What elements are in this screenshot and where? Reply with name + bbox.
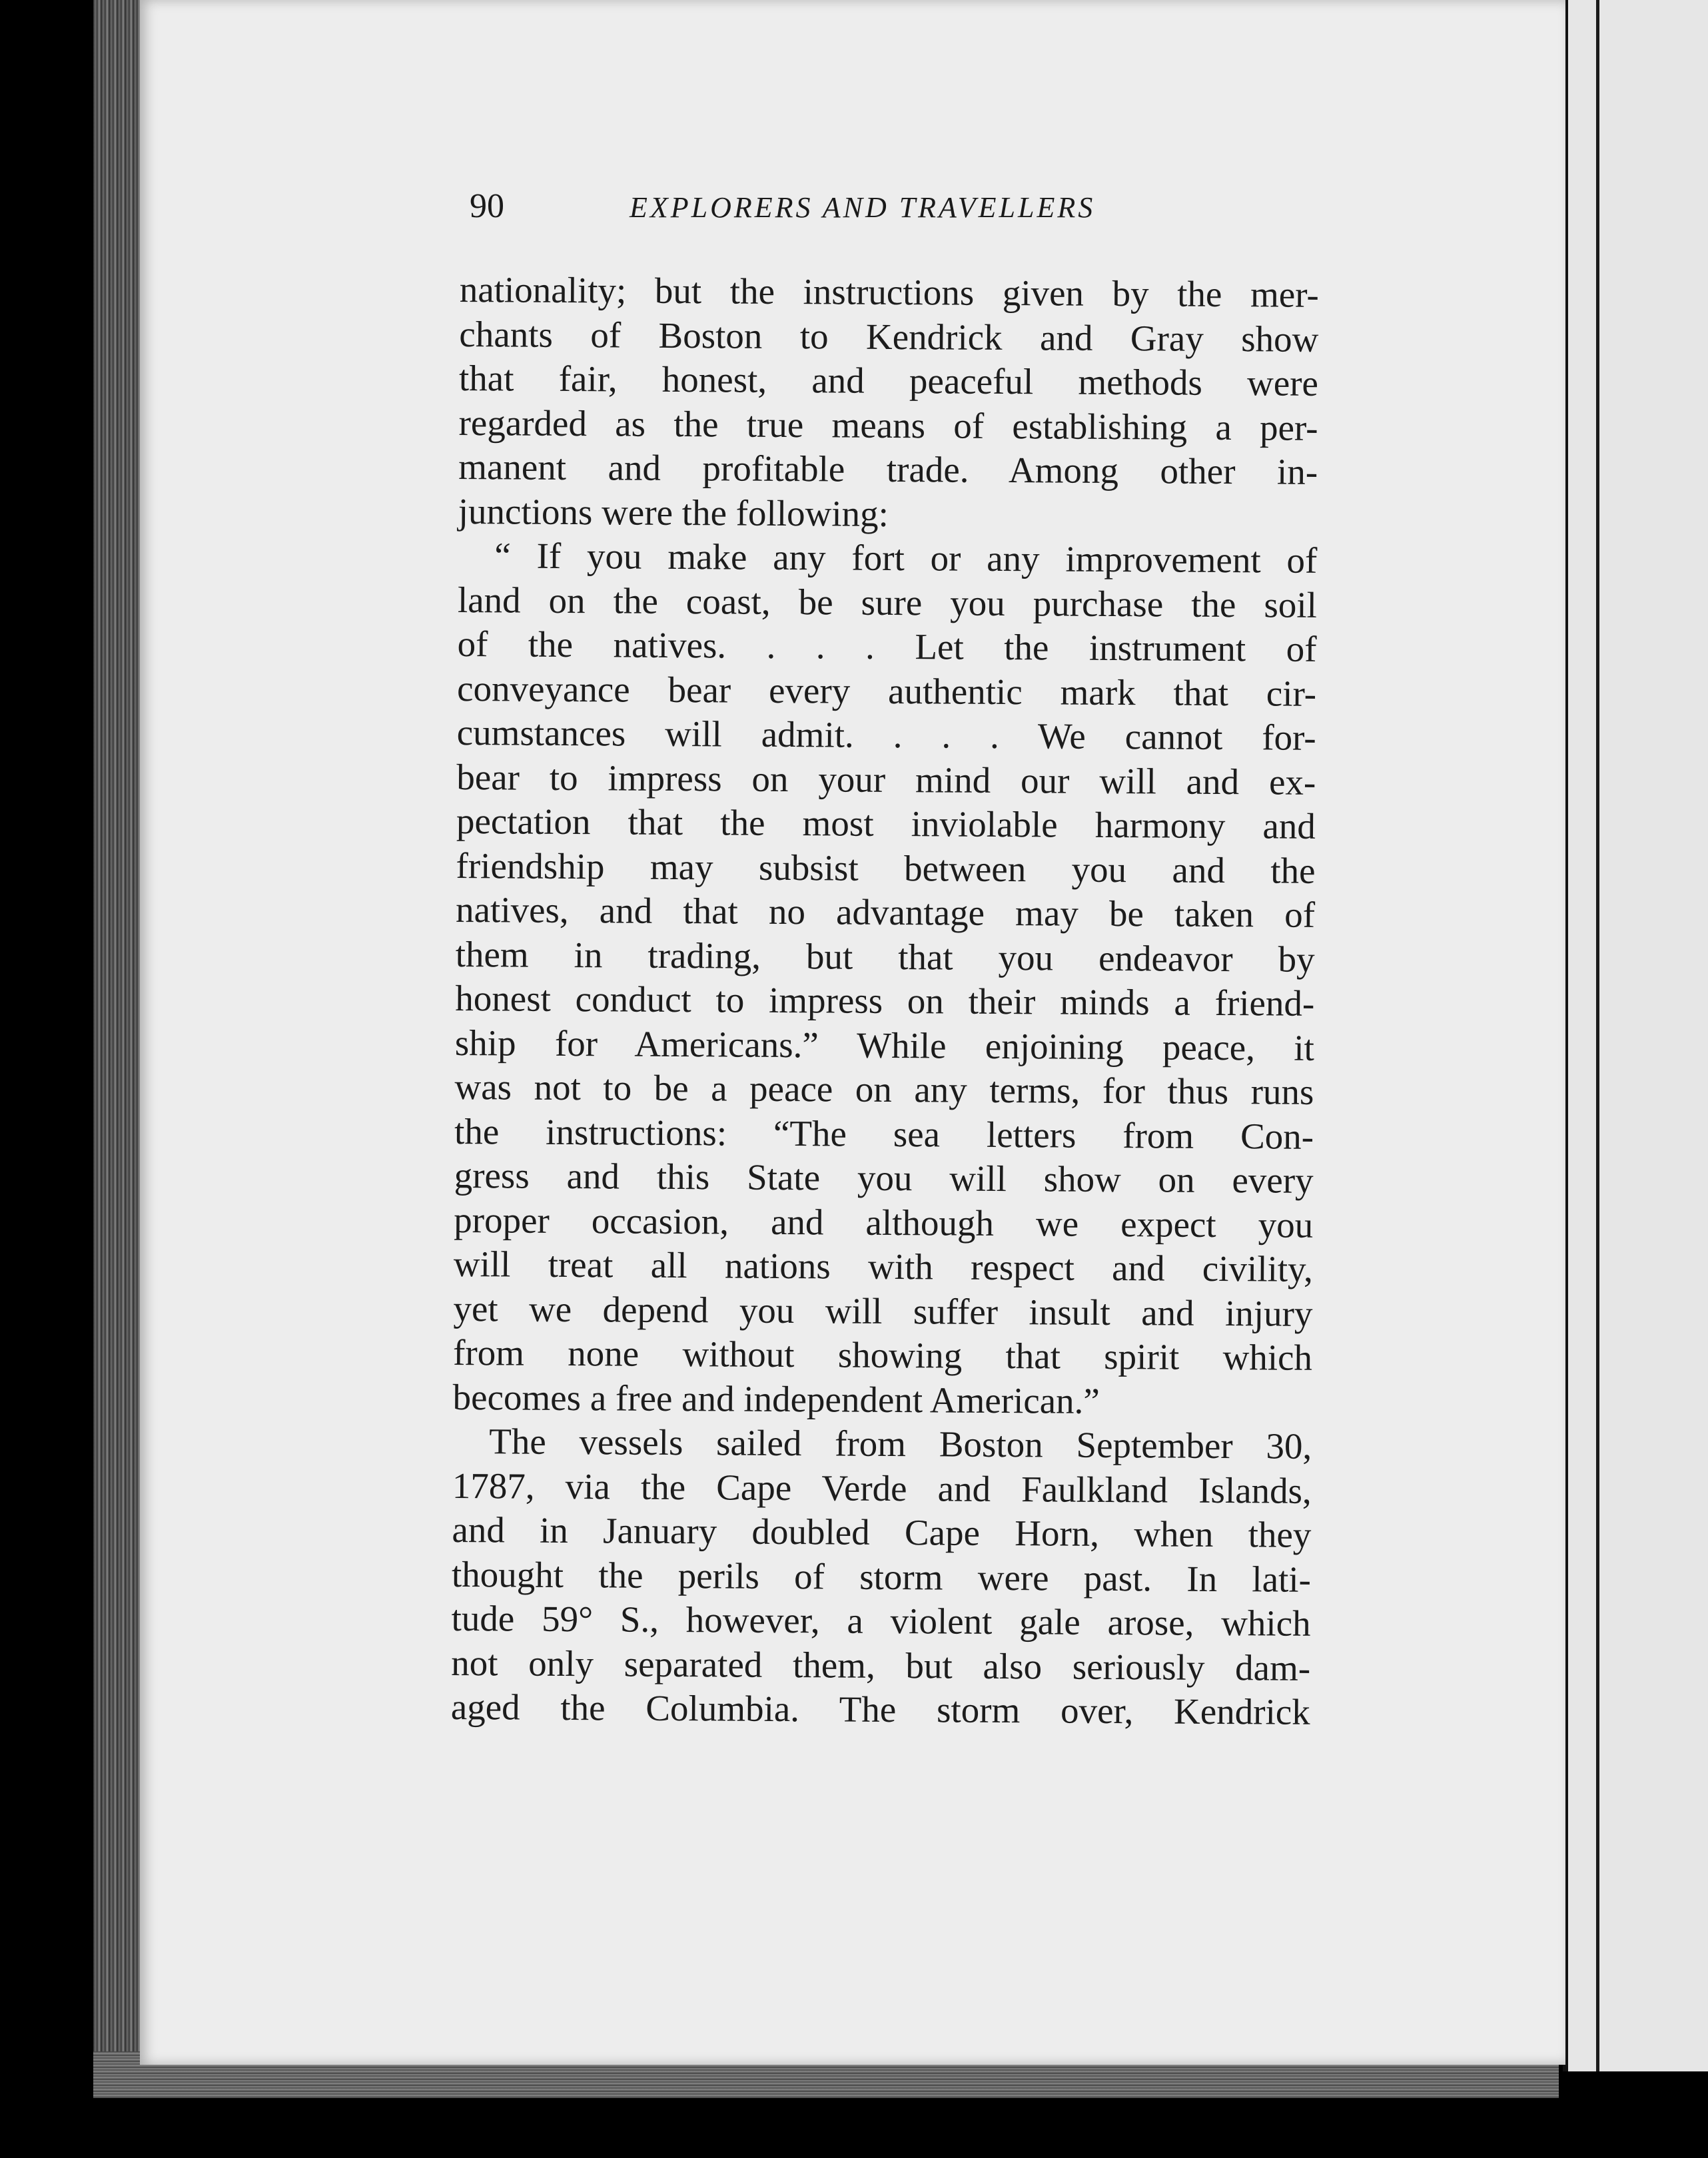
body-text	[451, 268, 1319, 1734]
text-line: yet we depend you will suffer insult and injury	[453, 1287, 1313, 1334]
text-line: that fair, honest, and peaceful methods were	[458, 357, 1319, 404]
text-line: and in January doubled Cape Horn, when they	[452, 1509, 1312, 1555]
text-line: “ If you make any fort or any improvement of	[494, 535, 1318, 581]
text-line: pectation that the most inviolable harmony and	[456, 800, 1316, 847]
text-line: cumstances will admit. . . . We cannot for-	[456, 711, 1316, 758]
text-line: proper occasion, and although we expect you	[454, 1199, 1314, 1246]
text-line: thought the perils of storm were past. In lati-	[451, 1553, 1312, 1600]
text-line: not only separated them, but also seriously dam-	[451, 1642, 1311, 1688]
adjacent-page-rule	[1596, 0, 1599, 2071]
text-line: from none without showing that spirit which	[452, 1331, 1313, 1378]
text-line: bear to impress on your mind our will and ex-	[456, 756, 1316, 803]
text-line: chants of Boston to Kendrick and Gray show	[459, 313, 1319, 360]
text-line: manent and profitable trade. Among other in-	[458, 446, 1318, 492]
text-line: gress and this State you will show on every	[454, 1154, 1314, 1201]
text-line: land on the coast, be sure you purchase the soil	[457, 579, 1318, 625]
text-line: becomes a free and independent American.”	[452, 1376, 1100, 1421]
text-line: 1787, via the Cape Verde and Faulkland Islands,	[452, 1465, 1312, 1511]
page-number: 90	[470, 187, 504, 225]
text-line: nationality; but the instructions given by the mer-	[459, 268, 1319, 315]
running-head	[470, 186, 1402, 240]
text-line: them in trading, but that you endeavor by	[455, 933, 1315, 980]
text-line: will treat all nations with respect and civility,	[453, 1243, 1314, 1289]
text-line: of the natives. . . . Let the instrument of	[457, 623, 1317, 669]
text-line: aged the Columbia. The storm over, Kendrick	[450, 1686, 1310, 1732]
text-line: ship for Americans.” While enjoining peace, it	[454, 1022, 1315, 1068]
text-line: regarded as the true means of establishing a per-	[458, 402, 1318, 448]
text-line: natives, and that no advantage may be taken of	[455, 889, 1316, 935]
text-line: was not to be a peace on any terms, for thus runs	[454, 1066, 1314, 1112]
text-line: conveyance bear every authentic mark that cir-	[456, 667, 1317, 714]
text-line: junctions were the following:	[458, 490, 889, 534]
text-line: the instructions: “The sea letters from Con-	[454, 1110, 1314, 1157]
adjacent-page	[1563, 0, 1708, 2071]
text-line: The vessels sailed from Boston September 30,	[489, 1421, 1312, 1467]
text-line: tude 59° S., however, a violent gale arose, which	[451, 1597, 1311, 1644]
running-title: EXPLORERS AND TRAVELLERS	[630, 191, 1096, 224]
text-line: friendship may subsist between you and the	[456, 845, 1316, 891]
text-line: honest conduct to impress on their minds a friend-	[455, 977, 1315, 1024]
